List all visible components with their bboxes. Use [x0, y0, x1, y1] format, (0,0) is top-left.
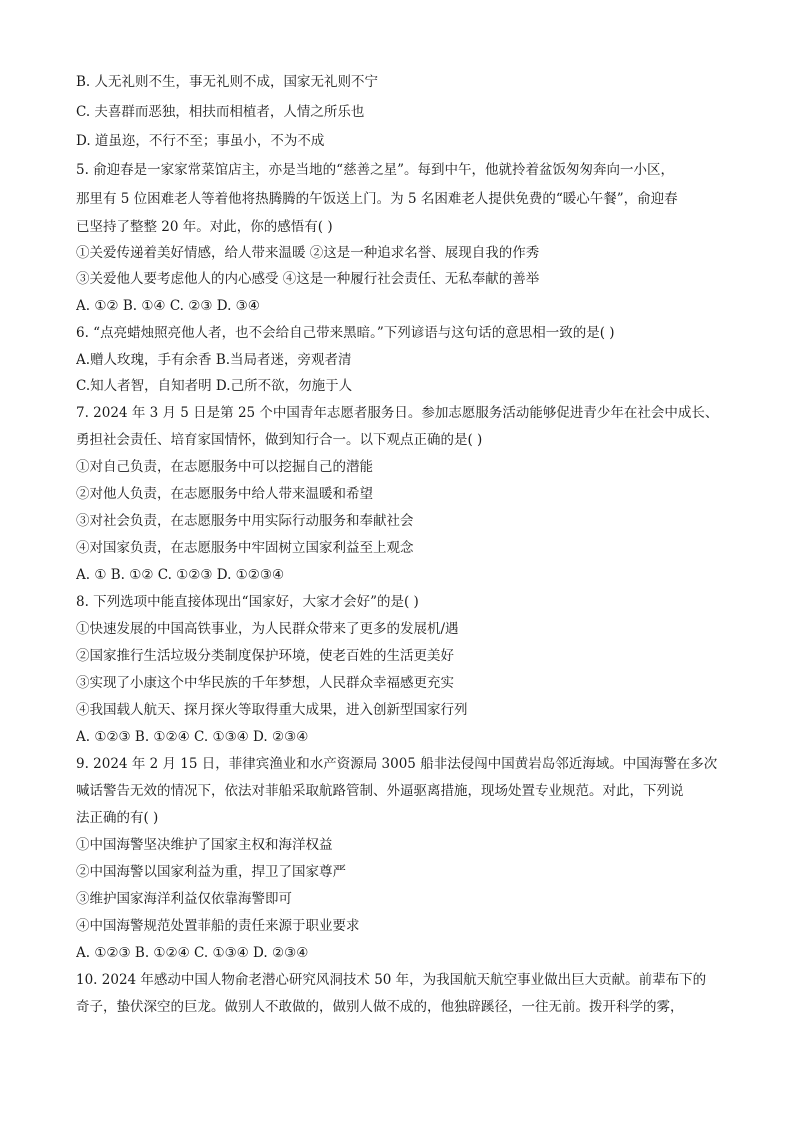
- question-7-choices: A. ① B. ①② C. ①②③ D. ①②③④: [76, 567, 285, 583]
- question-10-line-1: 10. 2024 年感动中国人物俞老潜心研究风洞技术 50 年，为我国航天航空事业做出巨大贡献。前辈布下的: [76, 972, 707, 988]
- question-8-line-1: 8. 下列选项中能直接体现出“国家好，大家才会好”的是( ): [76, 594, 419, 610]
- question-9-choices: A. ①②③ B. ①②④ C. ①③④ D. ②③④: [76, 945, 309, 961]
- question-5-line-1: 5. 俞迎春是一家家常菜馆店主，亦是当地的“慈善之星”。每到中午，他就拎着盆饭匆匆奔向一小区，: [76, 162, 674, 178]
- question-5-line-3: 已坚持了整整 20 年。对此，你的感悟有( ): [76, 219, 333, 235]
- question-6-options-2: C.知人者智，自知者明 D.己所不欲，勿施于人: [76, 378, 353, 394]
- question-8-item-1: ①快速发展的中国高铁事业，为人民群众带来了更多的发展机/遇: [76, 621, 459, 637]
- question-9-item-2: ②中国海警以国家利益为重，捍卫了国家尊严: [76, 864, 346, 880]
- question-7-line-1: 7. 2024 年 3 月 5 日是第 25 个中国青年志愿者服务日。参加志愿服务活动能够促进青少年在社会中成长、: [76, 405, 719, 421]
- question-9-item-3: ③维护国家海洋利益仅依靠海警即可: [76, 891, 292, 907]
- question-6-options-1: A.赠人玫瑰，手有余香 B.当局者迷，旁观者清: [76, 352, 352, 368]
- question-8-item-4: ④我国载人航天、探月探火等取得重大成果，进入创新型国家行列: [76, 702, 468, 718]
- question-7-item-2: ②对他人负责，在志愿服务中给人带来温暖和希望: [76, 486, 373, 502]
- question-7-item-3: ③对社会负责，在志愿服务中用实际行动服务和奉献社会: [76, 513, 414, 529]
- question-5-items-1: ①关爱传递着美好情感，给人带来温暖 ②这是一种追求名誉、展现自我的作秀: [76, 245, 540, 261]
- question-5-line-2: 那里有 5 位困难老人等着他将热腾腾的午饭送上门。为 5 名困难老人提供免费的“暖心午餐”，俞迎春: [76, 191, 678, 207]
- question-5-choices: A. ①② B. ①④ C. ②③ D. ③④: [76, 298, 260, 314]
- option-b-line: B. 人无礼则不生，事无礼则不成，国家无礼则不宁: [76, 74, 379, 90]
- question-5-items-2: ③关爱他人要考虑他人的内心感受 ④这是一种履行社会责任、无私奉献的善举: [76, 271, 540, 287]
- question-9-item-1: ①中国海警坚决维护了国家主权和海洋权益: [76, 837, 333, 853]
- question-7-item-4: ④对国家负责，在志愿服务中牢固树立国家利益至上观念: [76, 540, 414, 556]
- question-8-item-2: ②国家推行生活垃圾分类制度保护环境，使老百姓的生活更美好: [76, 648, 454, 664]
- question-7-item-1: ①对自己负责，在志愿服务中可以挖掘自己的潜能: [76, 459, 373, 475]
- question-9-line-3: 法正确的有( ): [76, 810, 159, 826]
- question-6-line-1: 6. “点亮蜡烛照亮他人者，也不会给自己带来黑暗。”下列谚语与这句话的意思相一致的是( ): [76, 325, 615, 341]
- option-c-line: C. 夫喜群而恶独，相扶而相植者，人情之所乐也: [76, 104, 365, 120]
- option-d-line: D. 道虽迩，不行不至；事虽小，不为不成: [76, 133, 325, 149]
- question-8-choices: A. ①②③ B. ①②④ C. ①③④ D. ②③④: [76, 729, 309, 745]
- question-10-line-2: 奇子，蛰伏深空的巨龙。做别人不敢做的，做别人做不成的，他独辟蹊径，一往无前。拨开科学的雾，: [76, 999, 684, 1015]
- question-7-line-2: 勇担社会责任、培育家国情怀，做到知行合一。以下观点正确的是( ): [76, 432, 483, 448]
- question-9-line-1: 9. 2024 年 2 月 15 日，菲律宾渔业和水产资源局 3005 船非法侵闯中国黄岩岛邻近海域。中国海警在多次: [76, 756, 718, 772]
- question-9-item-4: ④中国海警规范处置菲船的责任来源于职业要求: [76, 918, 360, 934]
- question-9-line-2: 喊话警告无效的情况下，依法对菲船采取航路管制、外逼驱离措施，现场处置专业规范。对此，下列说: [76, 783, 684, 799]
- question-8-item-3: ③实现了小康这个中华民族的千年梦想，人民群众幸福感更充实: [76, 675, 454, 691]
